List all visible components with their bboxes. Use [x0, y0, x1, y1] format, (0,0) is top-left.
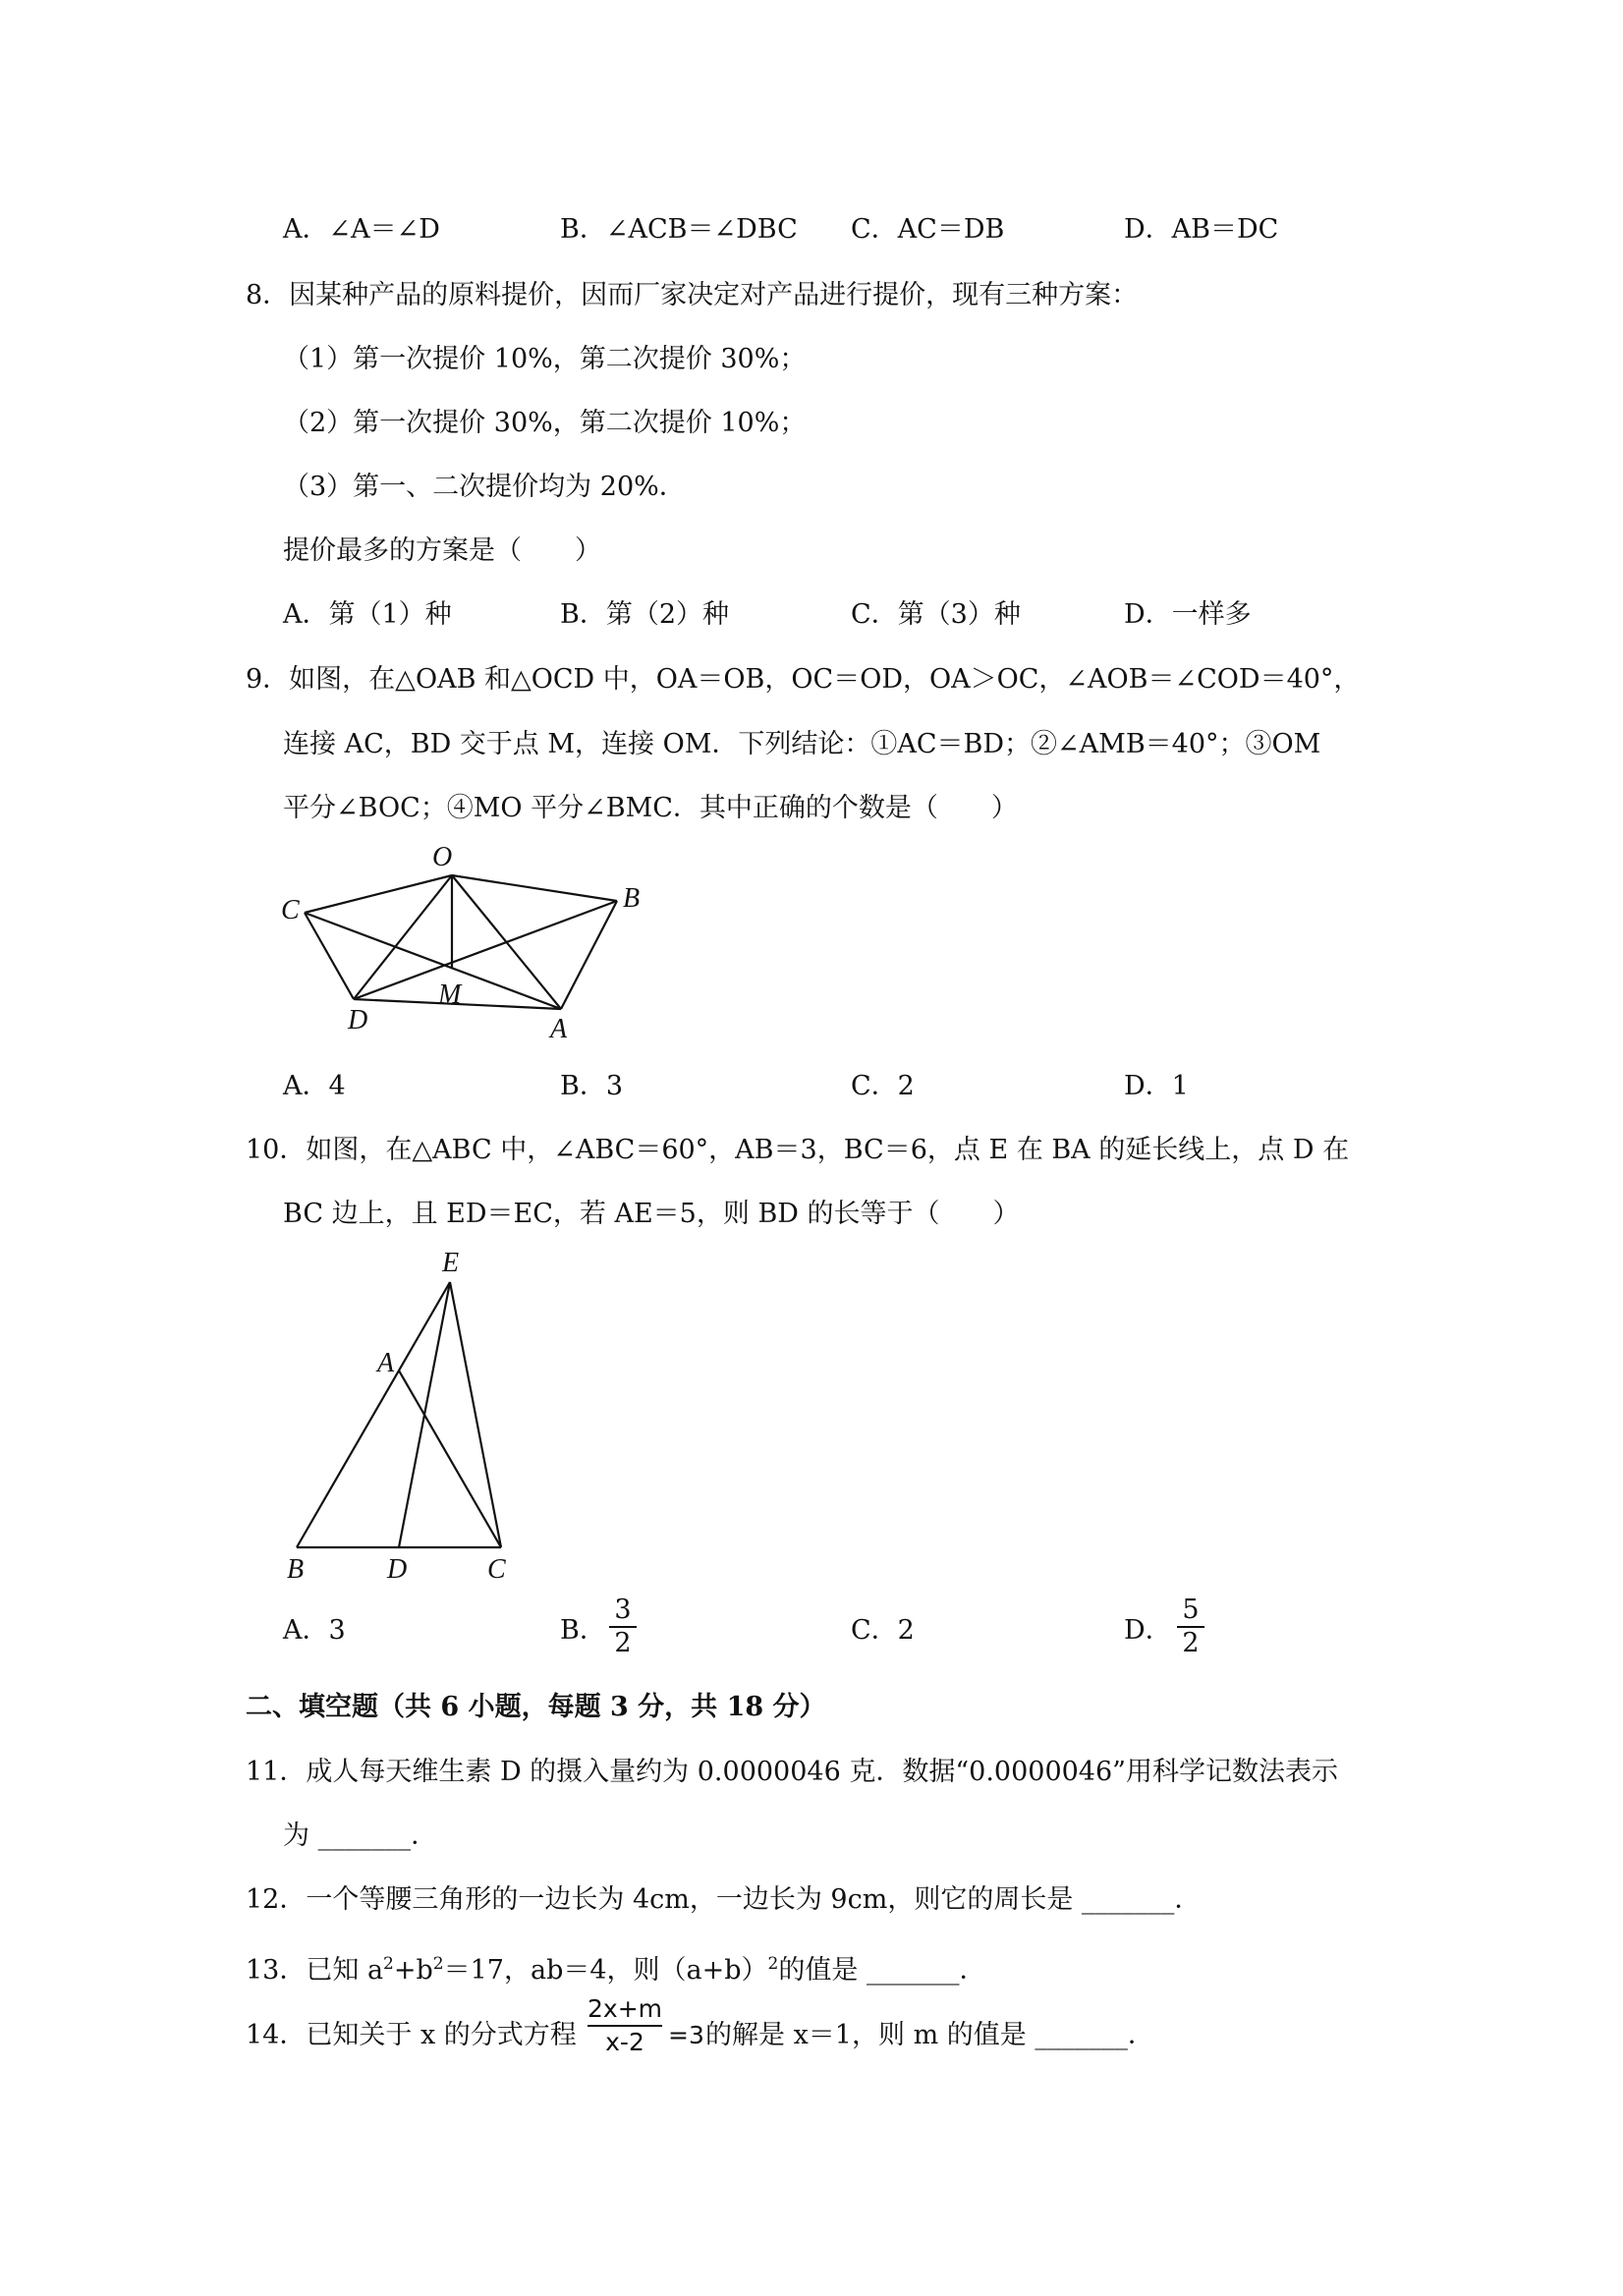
- q9-label-m: M: [438, 980, 462, 1010]
- q10-option-b-fraction: [609, 1596, 637, 1658]
- q13-part-1: 13．已知 a: [246, 1955, 384, 1986]
- q9-option-c: C．2: [851, 1071, 915, 1101]
- q10-option-a: A．3: [283, 1615, 346, 1646]
- q10-option-d-numerator: 5: [1182, 1595, 1200, 1625]
- q9-label-d: D: [348, 1005, 368, 1036]
- section-2-title: 二、填空题（共 6 小题，每题 3 分，共 18 分）: [246, 1692, 826, 1722]
- q10-option-d-prefix: D．: [1124, 1615, 1172, 1646]
- q10-option-b-numerator: 3: [614, 1595, 632, 1625]
- q14-numerator: 2x+m: [588, 1994, 663, 2023]
- q11-line-2: 为 _______．: [283, 1820, 438, 1851]
- q10-segment-be: [297, 1282, 450, 1547]
- q8-option-b: B．第（2）种: [560, 599, 730, 630]
- q11-line-1: 11．成人每天维生素 D 的摄入量约为 0.0000046 克．数据“0.0000046”用科学记数法表示: [246, 1757, 1338, 1787]
- q9-option-b: B．3: [560, 1071, 624, 1101]
- q9-label-c: C: [281, 895, 300, 925]
- q9-segment-ba: [561, 901, 617, 1009]
- q8-option-d: D．一样多: [1124, 599, 1252, 630]
- q13-sup-2: 2: [432, 1954, 444, 1974]
- q10-label-e: E: [442, 1248, 460, 1278]
- q14-denominator: x-2: [605, 2028, 644, 2056]
- q13-part-4: 的值是 _______．: [778, 1955, 986, 1986]
- q7-option-d: D．AB＝DC: [1124, 214, 1279, 245]
- q8-option-c: C．第（3）种: [851, 599, 1021, 630]
- q9-line-1: 9．如图，在△OAB 和△OCD 中，OA＝OB，OC＝OD，OA＞OC，∠AOB＝∠COD＝40°，: [246, 664, 1361, 695]
- q10-option-c: C．2: [851, 1615, 915, 1646]
- q8-plan-2: （2）第一次提价 30%，第二次提价 10%；: [283, 408, 807, 438]
- q7-option-a: A．∠A＝∠D: [283, 214, 440, 245]
- q8-ask: 提价最多的方案是（ ）: [283, 535, 601, 566]
- q9-option-a: A．4: [283, 1071, 346, 1101]
- q10-label-c: C: [487, 1554, 506, 1585]
- q8-stem: 8．因某种产品的原料提价，因而厂家决定对产品进行提价，现有三种方案：: [246, 280, 1139, 310]
- q8-plan-3: （3）第一、二次提价均为 20%．: [283, 472, 686, 502]
- q9-option-d: D．1: [1124, 1071, 1189, 1101]
- q14-part-1: 14．已知关于 x 的分式方程: [246, 2020, 577, 2050]
- q9-label-a: A: [550, 1014, 568, 1044]
- q10-figure: [275, 1248, 531, 1592]
- q12-line: 12．一个等腰三角形的一边长为 4cm，一边长为 9cm，则它的周长是 _______．: [246, 1884, 1202, 1915]
- q8-plan-1: （1）第一次提价 10%，第二次提价 30%；: [283, 344, 807, 374]
- q10-label-d: D: [387, 1554, 408, 1585]
- q14-part-2: 的解是 x＝1，则 m 的值是 _______．: [705, 2020, 1154, 2050]
- q13-part-3: ＝17，ab＝4，则（a+b）: [443, 1955, 768, 1986]
- q9-figure: [275, 840, 668, 1051]
- q9-line-3: 平分∠BOC；④MO 平分∠BMC．其中正确的个数是（ ）: [283, 793, 1018, 823]
- q10-option-b-prefix: B．: [560, 1615, 606, 1646]
- q10-option-d-denominator: 2: [1182, 1628, 1200, 1658]
- q10-option-b-denominator: 2: [614, 1628, 632, 1658]
- q9-segment-ob: [452, 875, 617, 901]
- q13-sup-1: 2: [383, 1954, 394, 1974]
- q9-line-2: 连接 AC，BD 交于点 M，连接 OM．下列结论：①AC＝BD；②∠AMB＝40°；③OM: [283, 729, 1321, 759]
- q10-line-1: 10．如图，在△ABC 中，∠ABC＝60°，AB＝3，BC＝6，点 E 在 BA 的延长线上，点 D 在: [246, 1135, 1350, 1165]
- q9-label-b: B: [623, 883, 641, 914]
- q10-option-d-fraction: [1177, 1596, 1204, 1658]
- q14-fraction: [588, 1994, 662, 2057]
- q9-segment-oc: [305, 875, 452, 913]
- q9-segment-cd: [305, 913, 354, 999]
- q9-label-o: O: [432, 842, 453, 872]
- q13-sup-3: 2: [767, 1954, 779, 1974]
- q7-option-b: B．∠ACB＝∠DBC: [560, 214, 798, 245]
- q10-line-2: BC 边上，且 ED＝EC，若 AE＝5，则 BD 的长等于（ ）: [283, 1199, 1020, 1229]
- q10-segment-ec: [450, 1282, 501, 1547]
- q10-label-a: A: [377, 1348, 395, 1378]
- q7-option-c: C．AC＝DB: [851, 214, 1005, 245]
- q10-segment-ac: [399, 1371, 501, 1547]
- q10-label-b: B: [287, 1554, 305, 1585]
- q14-equals: =3: [668, 2021, 704, 2049]
- q13-part-2: +b: [393, 1955, 433, 1986]
- q13-line: [246, 1946, 985, 1988]
- q8-option-a: A．第（1）种: [283, 599, 452, 630]
